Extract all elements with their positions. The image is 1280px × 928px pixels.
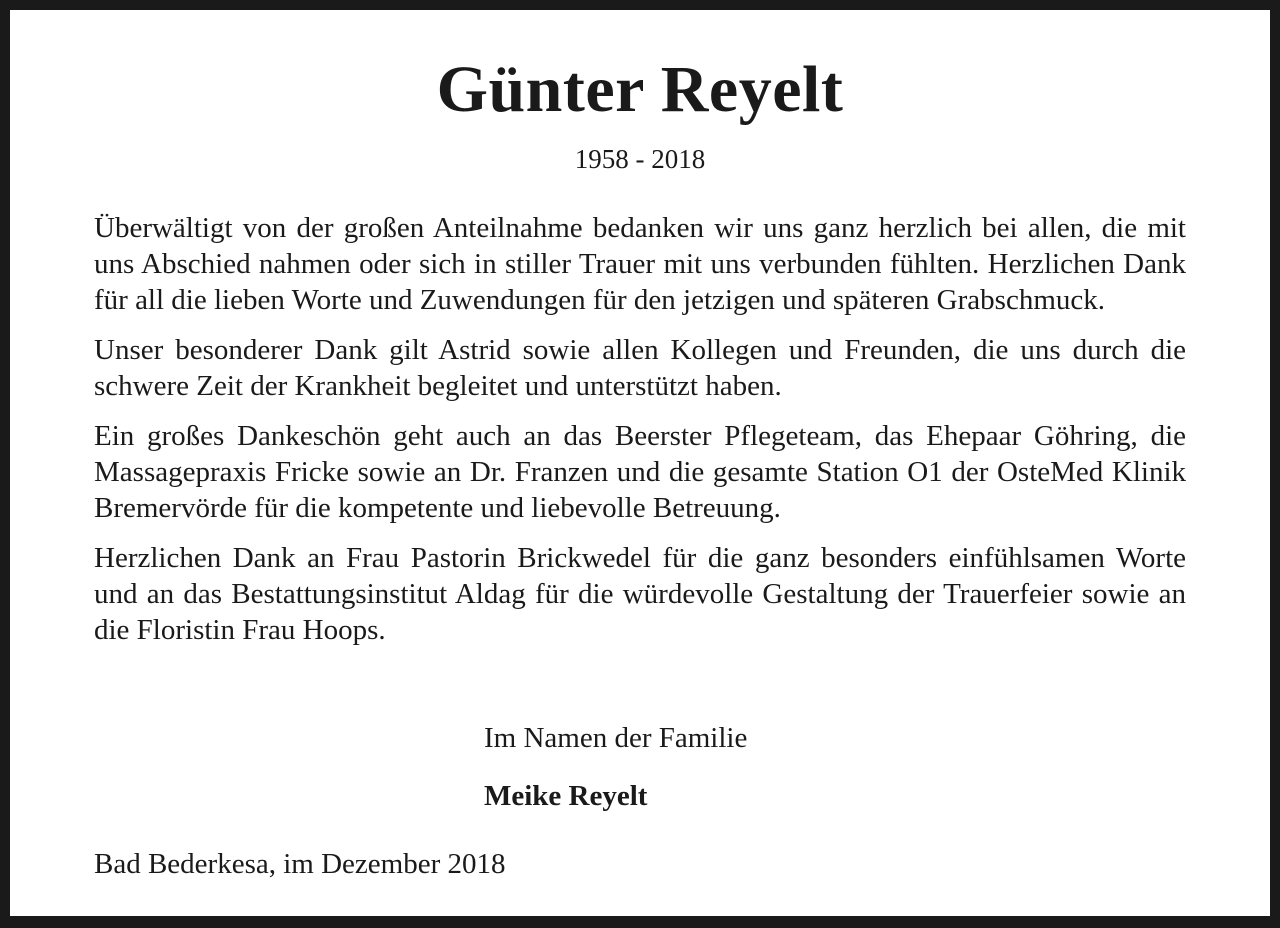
paragraph: Überwältigt von der großen Anteilnahme bedanken wir uns ganz herzlich bei allen, die mit uns Abschied nahmen oder sich in stiller Trauer mit uns verbunden fühlten. Herzlichen Dank für all die lieben Worte und Zuwendungen für den jetzigen und späteren Grabschmuck. <box>94 212 1186 316</box>
signer-name: Meike Reyelt <box>484 780 648 812</box>
closing-line: Im Namen der Familie <box>484 722 748 754</box>
paragraph: Ein großes Dankeschön geht auch an das Beerster Pflegeteam, das Ehepaar Göhring, die Massagepraxis Fricke sowie an Dr. Franzen und die gesamte Station O1 der OsteMed Klinik Bremervörde für die kompetente und liebevolle Betreuung. <box>94 420 1186 524</box>
obituary-notice <box>10 10 1270 916</box>
paragraph: Herzlichen Dank an Frau Pastorin Brickwedel für die ganz besonders einfühlsamen Worte und an das Bestattungsinstitut Aldag für die würdevolle Gestaltung der Trauerfeier sowie an die Floristin Frau Hoops. <box>94 542 1186 646</box>
paragraph: Unser besonderer Dank gilt Astrid sowie allen Kollegen und Freunden, die uns durch die schwere Zeit der Krankheit begleitet und unterstützt haben. <box>94 334 1186 402</box>
deceased-name: Günter Reyelt <box>436 53 844 126</box>
life-years: 1958 - 2018 <box>574 144 706 174</box>
notice-body <box>94 210 1186 662</box>
place-and-date: Bad Bederkesa, im Dezember 2018 <box>94 848 506 880</box>
